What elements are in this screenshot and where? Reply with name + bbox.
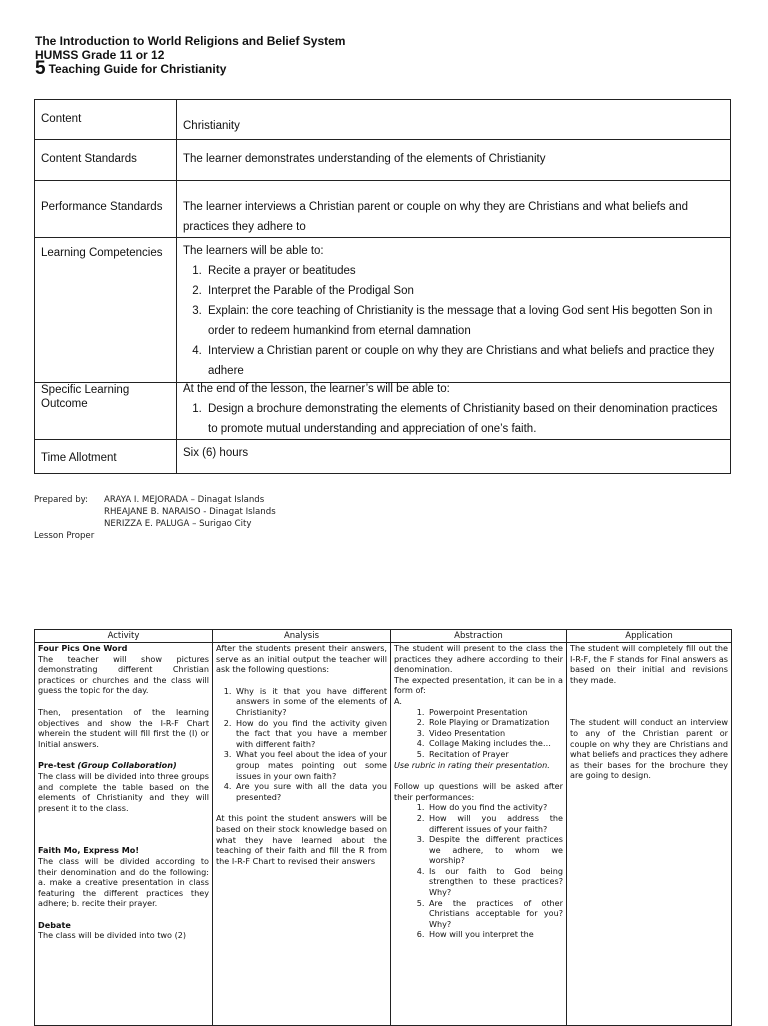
competencies-row — [35, 238, 731, 383]
followup-questions — [394, 802, 563, 940]
presentation-form: 4. Collage Making includes the… — [427, 738, 563, 749]
lesson-proper-table — [34, 629, 732, 1026]
performance-standards-value: The learner interviews a Christian parent or couple on why they are Christians and what beliefs and practices they adhere to — [177, 181, 731, 238]
followup-question: 6. How will you interpret the — [427, 929, 563, 940]
followup-intro: Follow up questions will be asked after their performances: — [394, 781, 563, 802]
guide-title-text: Teaching Guide for Christianity — [48, 62, 227, 76]
outcome-cell — [177, 383, 731, 440]
lesson-info-table — [34, 99, 731, 474]
presentation-form: 1. Powerpoint Presentation — [427, 707, 563, 718]
outcome-row — [35, 383, 731, 440]
column-header-activity: Activity — [35, 630, 213, 643]
rubric-note: Use rubric in rating their presentation. — [394, 759, 550, 770]
analysis-question: 1. Why is it that you have different answers in some of the elements of Christianity? — [234, 686, 387, 718]
activity-title-faith: Faith Mo, Express Mo! — [38, 845, 140, 856]
content-value: Christianity — [177, 100, 731, 140]
competency-item: 4. Interview a Christian parent or couple on why they are Christians and what beliefs and practice they adhere — [205, 341, 724, 381]
activity-cell — [35, 643, 213, 1026]
outcome-item: 1. Design a brochure demonstrating the elements of Christianity based on their denomination practices to promote mutual understanding and appreciation of one’s faith. — [205, 399, 724, 439]
analysis-closing: At this point the student answers will be based on their stock knowledge based on what they have learned about the teaching of their faith and fill the R from the I-R-F Chart to revised their answers — [216, 813, 387, 866]
competency-item: 2. Interpret the Parable of the Prodigal Son — [205, 281, 724, 301]
time-allotment-row — [35, 440, 731, 474]
competency-item: 3. Explain: the core teaching of Christianity is the message that a loving God sent His begotten Son in order to redeem humankind from eternal damnation — [205, 301, 724, 341]
outcome-label: Specific Learning Outcome — [35, 383, 177, 440]
analysis-question: 4. Are you sure with all the data you presented? — [234, 781, 387, 802]
application-cell — [567, 643, 732, 1026]
prepared-by-block — [34, 494, 276, 542]
lesson-table-body — [35, 643, 732, 1026]
abstraction-paragraph: The expected presentation, it can be in a form of: — [394, 674, 563, 696]
outcome-intro: At the end of the lesson, the learner’s will be able to: — [183, 383, 450, 395]
lesson-table-header — [35, 630, 732, 643]
preparer-name: NERIZZA E. PALUGA – Surigao City — [104, 519, 252, 529]
performance-standards-row — [35, 181, 731, 238]
competencies-list — [183, 261, 724, 381]
content-standards-label: Content Standards — [35, 140, 177, 181]
analysis-cell — [213, 643, 391, 1026]
grade-level: HUMSS Grade 11 or 12 — [35, 48, 165, 62]
column-header-abstraction: Abstraction — [391, 630, 567, 643]
lesson-number: 5 — [35, 58, 46, 79]
presentation-form: 5. Recitation of Prayer — [427, 749, 563, 760]
competencies-intro: The learners will be able to: — [183, 245, 324, 257]
time-allotment-value: Six (6) hours — [177, 440, 731, 474]
abstraction-paragraph: The student will present to the class the practices they adhere according to their denomination. — [394, 643, 563, 675]
analysis-question: 2. How do you find the activity given the fact that you have a member with different faith? — [234, 718, 387, 750]
content-row — [35, 100, 731, 140]
activity-title-pretest: Pre-test — [38, 760, 75, 771]
abstraction-letter: A. — [394, 695, 402, 706]
column-header-application: Application — [567, 630, 732, 643]
preparer-name: RHEAJANE B. NARAISO - Dinagat Islands — [104, 507, 276, 517]
content-standards-row — [35, 140, 731, 181]
competency-item: 1. Recite a prayer or beatitudes — [205, 261, 724, 281]
competencies-cell — [177, 238, 731, 383]
activity-paragraph: The class will be divided into two (2) — [38, 930, 187, 941]
content-label: Content — [35, 100, 177, 140]
activity-paragraph: Then, presentation of the learning objectives and show the I-R-F Chart wherein the student will fill first the (I) or Initial answers. — [38, 706, 209, 749]
analysis-intro: After the students present their answers, serve as an initial output the teacher will ask the following questions: — [216, 643, 387, 675]
activity-title-debate: Debate — [38, 919, 71, 930]
time-allotment-label: Time Allotment — [35, 440, 177, 474]
analysis-question: 3. What you feel about the idea of your group mates pointing out some issues in your own faith? — [234, 749, 387, 781]
competencies-label: Learning Competencies — [35, 238, 177, 383]
activity-paragraph: The teacher will show pictures demonstrating different Christian practices or churches and the class will guess the topic for the day. — [38, 653, 209, 696]
activity-paragraph: The class will be divided according to their denomination and do the following: a. make a creative presentation in class featuring the different practices they adhere; b. recite their prayer. — [38, 855, 209, 909]
followup-question: 1. How do you find the activity? — [427, 802, 563, 813]
application-paragraph: The student will completely fill out the I-R-F, the F stands for Final answers as based on their initial and revisions they made. — [570, 643, 728, 685]
guide-title — [35, 58, 345, 79]
followup-question: 4. Is our faith to God being strengthen to these practices? Why? — [427, 866, 563, 898]
activity-paragraph: The class will be divided into three groups and complete the table based on the elements of Christianity and they will present it to the class. — [38, 770, 209, 813]
presentation-form: 3. Video Presentation — [427, 728, 563, 739]
application-paragraph: The student will conduct an interview to any of the Christian parent or couple on why they are Christians and what beliefs and practices they adhere as their bases for the brochure they are going to design. — [570, 717, 728, 781]
analysis-questions — [216, 686, 387, 803]
followup-question: 3. Despite the different practices we adhere, to whom we worship? — [427, 834, 563, 866]
abstraction-cell — [391, 643, 567, 1026]
lesson-proper-label: Lesson Proper — [34, 531, 95, 541]
prepared-by-label: Prepared by: — [34, 495, 89, 505]
activity-title-pretest-note: (Group Collaboration) — [77, 760, 177, 771]
column-header-analysis: Analysis — [213, 630, 391, 643]
presentation-forms — [394, 707, 563, 760]
outcome-list — [183, 399, 724, 439]
presentation-form: 2. Role Playing or Dramatization — [427, 717, 563, 728]
course-title: The Introduction to World Religions and Belief System — [35, 34, 346, 48]
followup-question: 2. How will you address the different issues of your faith? — [427, 813, 563, 834]
performance-standards-label: Performance Standards — [35, 181, 177, 238]
content-standards-value: The learner demonstrates understanding of the elements of Christianity — [177, 140, 731, 181]
document-header — [35, 34, 346, 79]
activity-title-four-pics: Four Pics One Word — [38, 643, 128, 653]
followup-question: 5. Are the practices of other Christians acceptable for you? Why? — [427, 898, 563, 930]
preparer-name: ARAYA I. MEJORADA – Dinagat Islands — [104, 495, 265, 505]
